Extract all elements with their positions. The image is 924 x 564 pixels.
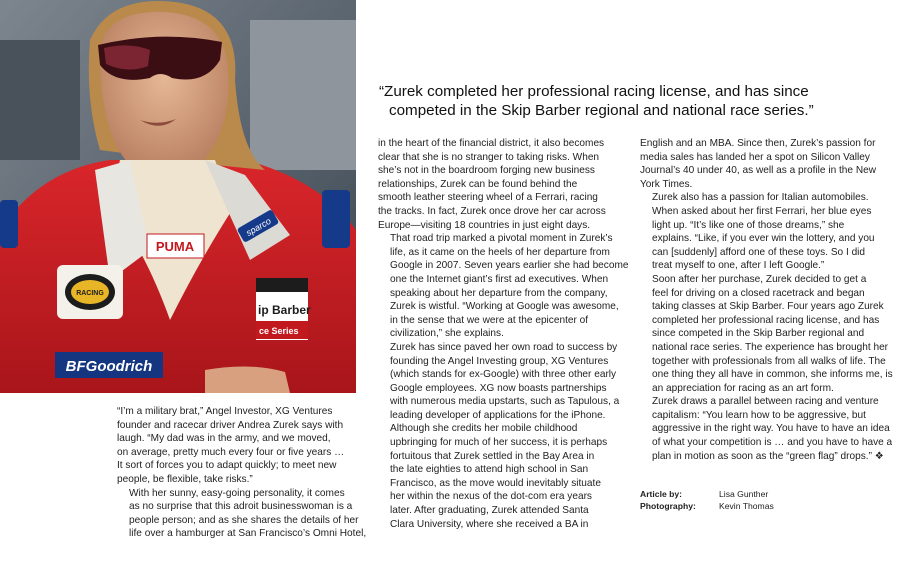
text-line: Journal’s 40 under 40, as well as a profile in the New [640, 165, 877, 177]
text-line: since competed in the Skip Barber regional and [652, 328, 865, 340]
text-line: Europe—visiting 18 countries in just eight days. [378, 219, 591, 231]
text-line: the tracks. In fact, Zurek once drove her car across [378, 205, 606, 217]
text-line: When asked about her first Ferrari, her blue eyes [652, 205, 872, 217]
article-by-value: Lisa Gunther [719, 489, 769, 499]
text-line: laugh. “My dad was in the army, and we moved, [117, 433, 331, 445]
text-line: Although she credits her mobile childhood [390, 423, 578, 435]
article-column-2 [378, 137, 629, 531]
paragraph [378, 137, 618, 232]
pull-quote-line-1: “Zurek completed her professional racing license, and has since [379, 83, 809, 100]
pull-quote [379, 82, 879, 120]
paragraph [640, 191, 885, 273]
text-line: smooth leather steering wheel of a Ferrari, racing [378, 192, 598, 204]
racer-photo [0, 0, 356, 393]
text-line: life, as it came on the heels of her departure from [390, 246, 610, 258]
paragraph [378, 232, 629, 341]
text-line: (which stands for ex-Google) with three other early [390, 369, 617, 381]
text-line: taking classes at Skip Barber. Four years ago Zurek [652, 301, 884, 313]
text-line: in the sense that we were at the epicenter of [390, 314, 589, 326]
text-line: aggressive in the right way. You have to have an idea [652, 423, 890, 435]
text-line: Google employees. XG now boasts partnerships [390, 382, 607, 394]
paragraph [378, 422, 618, 531]
text-line: clear that she is no stranger to taking risks. When [378, 151, 600, 163]
text-line: people person; and as she shares the details of her [129, 514, 359, 526]
text-line: That road trip marked a pivotal moment in Zurek’s [390, 233, 613, 245]
text-line: treat myself to one, after I left Google.” [652, 260, 825, 272]
text-line: one thing they all have in common, she informs me, is [652, 369, 893, 381]
text-line: Clara University, where she received a BA in [390, 518, 589, 530]
text-line: plan in motion as soon as the “green flag” drops.” ❖ [652, 450, 884, 462]
article-credits [640, 489, 774, 512]
text-line: leading developer of applications for the iPhone. [390, 409, 606, 421]
text-line: founder and racecar driver Andrea Zurek says with [117, 419, 344, 431]
text-line: media sales has landed her a spot on Silicon Valley [640, 151, 870, 163]
text-line: speaking about her departure from the company, [390, 287, 608, 299]
text-line: her within the nexus of the dot-com era years [390, 491, 592, 503]
puma-patch-text: PUMA [155, 239, 195, 254]
text-line: in the heart of the financial district, it also becomes [378, 138, 605, 149]
text-line: relationships, Zurek can be found behind the [378, 178, 578, 190]
text-line: completed her professional racing license, and has [652, 314, 880, 326]
text-line: national race series. The experience has brought her [652, 341, 889, 353]
text-line: can [suddenly] afford one of these toys. So I did [652, 246, 866, 258]
paragraph [640, 137, 885, 191]
text-line: light up. “It’s like one of those dreams,” she [652, 219, 845, 231]
text-line: one the Internet giant’s first ad executives. When [390, 273, 609, 285]
paragraph [640, 273, 893, 395]
text-line: life over a hamburger at San Francisco’s Omni Hotel, [129, 528, 367, 540]
text-line: Francisco, as the move would inevitably situate [390, 477, 601, 489]
race-series-patch-text: ce Series [259, 326, 299, 336]
racing-patch-text: RACING [76, 290, 104, 297]
text-line: fortuitous that Zurek settled in the Bay Area in [390, 450, 595, 462]
paragraph [378, 341, 618, 423]
text-line: “I’m a military brat,” Angel Investor, XG Ventures [117, 406, 333, 417]
text-line: English and an MBA. Since then, Zurek’s passion for [640, 138, 876, 149]
paragraph [117, 487, 367, 541]
text-line: Zurek has since paved her own road to success by [390, 341, 618, 353]
text-line: upbringing for much of her success, it is perhaps [390, 437, 608, 449]
text-line: York Times. [640, 178, 693, 190]
text-line: Zurek is wistful. “Working at Google was awesome, [390, 301, 619, 313]
text-line: Soon after her purchase, Zurek decided to get a [652, 273, 867, 285]
pull-quote-line-2: competed in the Skip Barber regional and national race series.” [389, 102, 814, 119]
photography-label: Photography: [640, 500, 696, 511]
article-column-3 [640, 137, 893, 463]
text-line: civilization,” she explains. [390, 328, 504, 340]
article-by-label: Article by: [640, 489, 683, 499]
text-line: Google in 2007. Seven years earlier she had become [390, 260, 629, 272]
credit-row-article [640, 489, 774, 501]
text-line: capitalism: “You learn how to be aggressive, but [652, 409, 866, 421]
article-column-1 [117, 405, 367, 541]
text-line: With her sunny, easy-going personality, it comes [129, 487, 345, 499]
text-line: an appreciation for racing as an art form. [652, 382, 834, 394]
text-line: later. After graduating, Zurek attended Santa [390, 505, 589, 517]
text-line: Zurek draws a parallel between racing and venture [652, 396, 879, 408]
text-line: of what your competition is … and you have to have a [652, 437, 893, 449]
text-line: as no surprise that this adroit businesswoman is a [129, 501, 353, 513]
text-line: people, be flexible, take risks.” [117, 473, 253, 485]
credit-row-photography [640, 501, 774, 513]
text-line: with numerous media upstarts, such as Tapulous, a [390, 396, 620, 408]
text-line: feel for driving on a closed racetrack and began [652, 287, 865, 299]
text-line: the late eighties to attend high school in San [390, 464, 589, 476]
paragraph [640, 395, 893, 463]
sparco-patch-text: sparco [244, 215, 273, 238]
text-line: on average, pretty much every four or five years … [117, 446, 345, 458]
text-line: It sort of forces you to adapt quickly; to meet new [117, 460, 337, 472]
photography-value: Kevin Thomas [719, 500, 774, 511]
skip-barber-patch-text: ip Barber [258, 303, 311, 317]
text-line: founding the Angel Investing group, XG Ventures [390, 355, 609, 367]
paragraph [117, 405, 357, 487]
bfgoodrich-patch-text: BFGoodrich [65, 358, 153, 375]
text-line: explains. “Like, if you ever win the lottery, and you [652, 233, 875, 245]
text-line: together with professionals from all walks of life. The [652, 355, 886, 367]
text-line: Zurek also has a passion for Italian automobiles. [652, 192, 869, 204]
text-line: she’s not in the boardroom forging new business [378, 165, 595, 177]
